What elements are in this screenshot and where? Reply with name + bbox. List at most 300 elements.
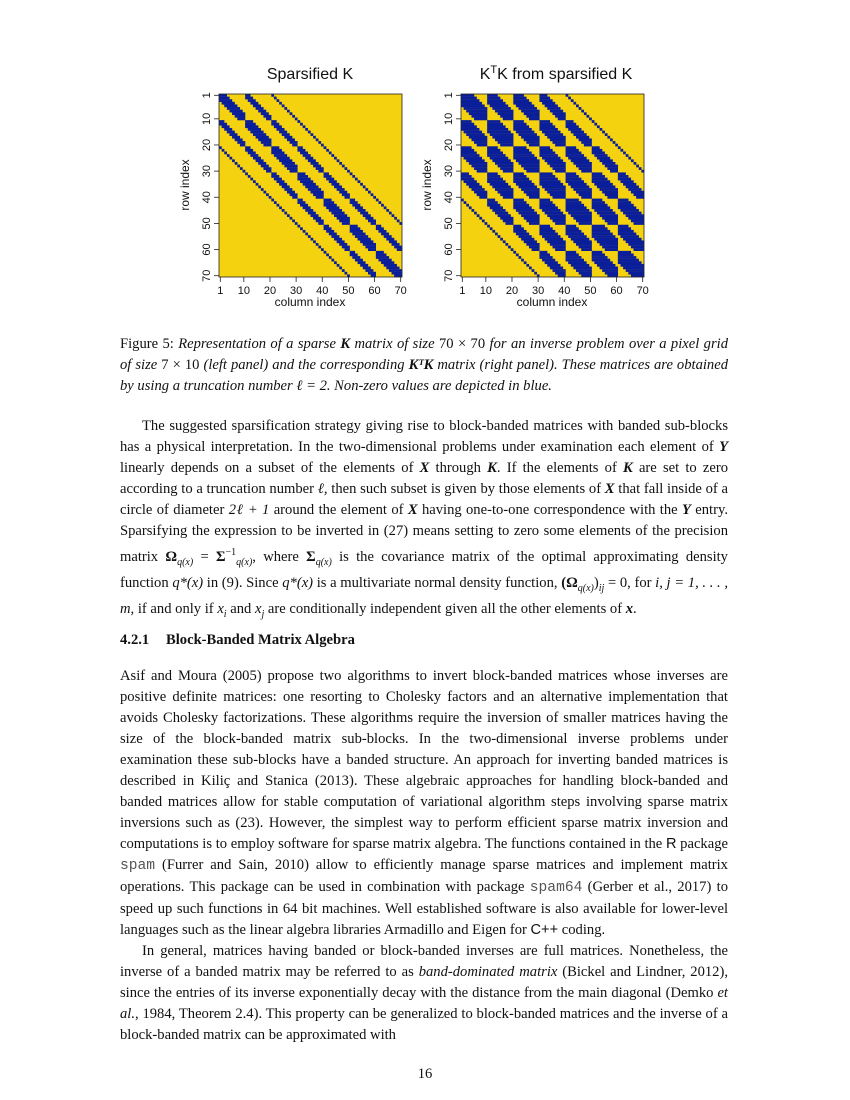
heatmap-cell-run [597, 157, 610, 160]
heatmap-cell-run [508, 246, 511, 249]
heatmap-cell-run [547, 264, 560, 267]
y-tick-label: 50 [443, 217, 455, 230]
heatmap-cell-run [529, 246, 540, 249]
heatmap-cell-run [232, 112, 245, 115]
p1-omega: Ω [165, 548, 178, 565]
heatmap-cell-run [539, 206, 557, 209]
heatmap-cell-run [256, 159, 264, 162]
heatmap-cell-run [618, 261, 642, 264]
heatmap-cell-run [305, 233, 308, 236]
heatmap-cell-run [240, 144, 245, 147]
heatmap-cell-run [490, 183, 508, 186]
heatmap-cell-run [461, 178, 474, 181]
p1-text-e: are set to zero according to a truncation number [120, 460, 728, 497]
heatmap-cell-run [235, 115, 246, 118]
heatmap-cell-run [539, 120, 550, 123]
heatmap-cell-run [519, 212, 537, 215]
heatmap-cell-run [487, 225, 490, 228]
heatmap-cell-run [490, 157, 508, 160]
heatmap-cell-run [547, 191, 565, 194]
heatmap-cell-run [526, 141, 539, 144]
heatmap-cell-run [605, 193, 618, 196]
heatmap-cell-run [526, 115, 539, 118]
heatmap-cell-run [615, 144, 618, 147]
heatmap-cell-run [466, 133, 484, 136]
left-y-axis-label: row index [178, 159, 192, 211]
heatmap-cell-run [381, 261, 394, 264]
heatmap-cell-run [245, 172, 248, 175]
heatmap-cell-run [495, 233, 498, 236]
heatmap-cell-run [500, 115, 513, 118]
x-tick-label: 70 [394, 285, 407, 297]
p1-text-g: that fall inside of a circle of diameter [120, 481, 728, 518]
heatmap-cell-run [550, 267, 563, 270]
left-x-axis-label: column index [274, 295, 346, 309]
heatmap-cell-run [542, 259, 555, 262]
heatmap-cell-run [237, 141, 245, 144]
heatmap-cell-run [566, 230, 582, 233]
p1-text-m: in (9). Since [206, 574, 279, 591]
heatmap-cell-run [592, 180, 610, 183]
heatmap-cell-run [618, 227, 631, 230]
heatmap-cell-run [566, 209, 590, 212]
heatmap-cell-run [300, 204, 308, 207]
heatmap-cell-run [534, 272, 537, 275]
heatmap-cell-run [539, 180, 560, 183]
heatmap-cell-run [253, 157, 261, 160]
heatmap-cell-run [513, 225, 521, 228]
heatmap-cell-run [461, 94, 474, 97]
heatmap-cell-run [224, 152, 227, 155]
heatmap-cell-run [492, 186, 510, 189]
p1-sigma-sub: q(x) [236, 556, 253, 568]
p2-text-e: coding. [561, 922, 606, 938]
heatmap-cell-run [516, 104, 534, 107]
heatmap-cell-run [579, 138, 592, 141]
heatmap-cell-run [326, 178, 334, 181]
heatmap-cell-run [279, 102, 282, 105]
heatmap-cell-run [492, 230, 495, 233]
left-y-axis [201, 92, 219, 282]
heatmap-cell-run [271, 199, 274, 202]
p1-text-f: , then such subset is given by those elements of [323, 481, 602, 497]
heatmap-cell-run [277, 157, 290, 160]
heatmap-cell-run [516, 183, 534, 186]
heatmap-cell-run [466, 110, 487, 113]
p1-var-x-3: X [407, 502, 418, 518]
heatmap-cell-run [461, 175, 472, 178]
left-panel [178, 66, 407, 309]
heatmap-cell-run [300, 152, 308, 155]
heatmap-cell-run [487, 131, 511, 134]
y-tick-label: 70 [443, 269, 455, 282]
heatmap-cell-run [526, 243, 539, 246]
heatmap-cell-run [461, 123, 474, 126]
heatmap-cell-run [547, 240, 565, 243]
heatmap-cell-run [547, 214, 565, 217]
x-tick-label: 50 [342, 285, 355, 297]
heatmap-cell-run [258, 162, 266, 165]
heatmap-cell-run [579, 272, 592, 275]
heatmap-cell-run [521, 165, 539, 168]
heatmap-cell-run [355, 178, 358, 181]
heatmap-cell-run [607, 167, 618, 170]
heatmap-cell-run [292, 115, 295, 118]
heatmap-cell-run [620, 235, 638, 238]
heatmap-cell-run [500, 217, 513, 220]
x-tick-label: 1 [459, 285, 466, 297]
heatmap-cell-run [358, 238, 371, 241]
heatmap-cell-run [271, 149, 282, 152]
heatmap-cell-run [392, 214, 395, 217]
heatmap-cell-run [308, 212, 316, 215]
heatmap-cell-run [303, 125, 306, 128]
p1-range: i, j = 1, . . . , m, [120, 574, 728, 617]
right-y-axis [443, 92, 461, 282]
heatmap-cell-run [600, 188, 618, 191]
heatmap-cell-run [334, 214, 347, 217]
right-y-axis-label: row index [420, 159, 434, 211]
heatmap-cell-run [618, 204, 634, 207]
p3-etal: et al. [120, 985, 728, 1022]
heatmap-cell-run [623, 183, 636, 186]
heatmap-cell-run [513, 99, 529, 102]
heatmap-cell-run [513, 227, 524, 230]
heatmap-cell-run [521, 136, 539, 139]
heatmap-cell-run [579, 167, 592, 170]
heatmap-cell-run [566, 146, 577, 149]
heatmap-cell-run [324, 225, 329, 228]
heatmap-cell-run [303, 154, 311, 157]
heatmap-cell-run [490, 227, 493, 230]
heatmap-cell-run [566, 149, 579, 152]
heatmap-cell-run [469, 186, 482, 189]
heatmap-cell-run [397, 219, 400, 222]
heatmap-cell-run [550, 193, 566, 196]
heatmap-cell-run [464, 107, 488, 110]
heatmap-cell-run [324, 204, 337, 207]
heatmap-cell-run [495, 110, 513, 113]
heatmap-cell-run [274, 154, 287, 157]
heatmap-cell-run [279, 206, 282, 209]
heatmap-cell-run [287, 110, 290, 113]
heatmap-cell-run [529, 144, 540, 147]
heatmap-cell-run [313, 165, 321, 168]
heatmap-cell-run [524, 112, 540, 115]
heatmap-cell-run [592, 206, 610, 209]
heatmap-cell-run [331, 212, 344, 215]
y-tick-label: 1 [443, 92, 455, 99]
heatmap-cell-run [461, 149, 474, 152]
heatmap-cell-run [631, 219, 644, 222]
heatmap-cell-run [284, 165, 297, 168]
heatmap-cell-run [360, 212, 368, 215]
heatmap-cell-run [329, 180, 337, 183]
heatmap-cell-run [566, 175, 579, 178]
heatmap-cell-run [618, 146, 621, 149]
heatmap-cell-run [594, 154, 607, 157]
heatmap-cell-run [271, 94, 274, 97]
heatmap-cell-run [274, 178, 282, 181]
heatmap-cell-run [498, 141, 514, 144]
x-tick-label: 1 [217, 285, 224, 297]
y-tick-label: 60 [443, 243, 455, 256]
right-title-sup: T [490, 64, 498, 76]
heatmap-cell-run [381, 233, 389, 236]
heatmap-cell-run [592, 251, 603, 254]
p2-r: R [665, 836, 677, 852]
heatmap-cell-run [542, 235, 560, 238]
x-tick-label: 20 [505, 285, 519, 297]
right-title-rest: K from sparsified K [497, 66, 633, 83]
heatmap-cell-run [529, 196, 540, 199]
caption-text-2: matrix of size [354, 336, 435, 352]
heatmap-cell-run [500, 193, 513, 196]
heatmap-cell-run [521, 188, 539, 191]
heatmap-cell-run [605, 165, 618, 168]
heatmap-cell-run [477, 170, 488, 173]
heatmap-cell-run [545, 133, 563, 136]
heatmap-cell-run [245, 97, 253, 100]
heatmap-cell-run [313, 240, 316, 243]
heatmap-cell-run [513, 146, 526, 149]
heatmap-cell-run [376, 251, 384, 254]
heatmap-cell-run [623, 212, 641, 215]
x-tick-label: 30 [289, 285, 303, 297]
heatmap-cell-run [542, 186, 566, 189]
heatmap-cell-run [479, 217, 482, 220]
p2-cpp: C++ [530, 922, 559, 938]
heatmap-cell-run [350, 251, 355, 254]
p1-xj-sub: j [261, 608, 265, 620]
heatmap-cell-run [579, 193, 592, 196]
heatmap-cell-run [287, 138, 295, 141]
heatmap-cell-run [547, 107, 560, 110]
p1-xi-sub: i [223, 608, 227, 620]
heatmap-cell-run [539, 123, 552, 126]
heatmap-cell-run [513, 175, 526, 178]
heatmap-cell-run [568, 235, 586, 238]
heatmap-cell-run [229, 157, 232, 160]
heatmap-cell-run [568, 183, 586, 186]
heatmap-cell-run [482, 219, 485, 222]
caption-grid: 7 × 10 [161, 357, 200, 373]
heatmap-cell-run [605, 272, 618, 275]
heatmap-cell-run [613, 141, 616, 144]
heatmap-cell-run [274, 97, 277, 100]
heatmap-cell-run [605, 248, 618, 251]
heatmap-cell-run [474, 118, 487, 121]
heatmap-cell-run [545, 261, 558, 264]
heatmap-cell-run [331, 259, 334, 262]
heatmap-cell-run [235, 138, 243, 141]
heatmap-cell-run [313, 136, 316, 139]
heatmap-cell-run [487, 149, 500, 152]
heatmap-cell-run [566, 225, 577, 228]
heatmap-cell-run [553, 141, 566, 144]
p2-text-d: (Gerber et al., 2017) to speed up such functions in 64 bit machines. Well established software is also available for lower-level languages such as the linear algebra libraries Armadillo and Eigen for [120, 879, 728, 938]
heatmap-cell-run [555, 144, 566, 147]
p1-text-r: are conditionally independent given all the other elements of [267, 600, 623, 617]
heatmap-cell-run [297, 199, 302, 202]
heatmap-cell-run [292, 219, 295, 222]
heatmap-cell-run [326, 149, 329, 152]
heatmap-cell-run [324, 201, 335, 204]
y-tick-label: 10 [201, 112, 213, 125]
heatmap-cell-run [581, 110, 584, 113]
heatmap-cell-run [626, 214, 644, 217]
heatmap-cell-run [492, 209, 505, 212]
heatmap-cell-run [477, 214, 480, 217]
heatmap-cell-run [602, 217, 618, 220]
heatmap-cell-run [626, 154, 629, 157]
heatmap-cell-run [550, 165, 566, 168]
heatmap-cell-run [376, 227, 384, 230]
heatmap-cell-run [222, 125, 230, 128]
heatmap-cell-run [487, 152, 503, 155]
heatmap-cell-run [474, 212, 477, 215]
heatmap-cell-run [626, 240, 644, 243]
p3-text-c: , 1984, Theorem 2.4). This property can be generalized to block-banded matrices and the inverse of a block-banded matrix can be approximated with [120, 1006, 728, 1043]
heatmap-cell-run [553, 219, 566, 222]
heatmap-cell-run [631, 191, 644, 194]
heatmap-cell-run [386, 267, 399, 270]
heatmap-cell-run [277, 99, 280, 102]
heatmap-cell-run [566, 201, 582, 204]
heatmap-cell-run [529, 118, 540, 121]
heatmap-cell-run [321, 248, 324, 251]
heatmap-cell-run [539, 201, 552, 204]
heatmap-cell-run [524, 217, 540, 220]
heatmap-cell-run [519, 133, 537, 136]
heatmap-cell-run [339, 162, 342, 165]
heatmap-cell-run [263, 115, 271, 118]
caption-text-3: for an inverse problem over a pixel grid of size [120, 336, 728, 373]
heatmap-cell-run [628, 217, 644, 220]
y-tick-label: 30 [443, 164, 455, 178]
p1-text-p: if and only if [137, 600, 214, 617]
p3-text-a: In general, matrices having banded or block-banded inverses are full matrices. Nonetheless, the inverse of a banded matrix may be referred to as [120, 943, 728, 980]
heatmap-cell-run [297, 149, 305, 152]
heatmap-cell-run [282, 104, 285, 107]
heatmap-cell-run [363, 214, 371, 217]
heatmap-cell-run [516, 233, 529, 236]
heatmap-cell-run [461, 99, 479, 102]
heatmap-cell-run [376, 225, 381, 228]
heatmap-cell-run [618, 256, 636, 259]
heatmap-cell-run [290, 141, 298, 144]
heatmap-cell-run [634, 162, 637, 165]
p1-diameter: 2ℓ + 1 [228, 502, 270, 518]
heatmap-cell-run [513, 128, 531, 131]
heatmap-cell-run [576, 136, 589, 139]
heatmap-cell-run [513, 152, 531, 155]
heatmap-cell-run [498, 112, 514, 115]
heatmap-cell-run [553, 167, 566, 170]
heatmap-cell-run [224, 104, 237, 107]
heatmap-cell-run [568, 212, 592, 215]
heatmap-cell-run [487, 180, 505, 183]
heatmap-cell-run [355, 259, 363, 262]
caption-k: K [340, 336, 351, 352]
y-tick-label: 20 [443, 138, 455, 152]
heatmap-cell-run [526, 193, 539, 196]
heatmap-cell-run [576, 191, 592, 194]
heatmap-cell-run [248, 128, 261, 131]
heatmap-cell-run [358, 261, 366, 264]
heatmap-cell-run [297, 178, 310, 181]
heatmap-cell-run [324, 146, 327, 149]
heatmap-cell-run [539, 253, 550, 256]
heatmap-cell-run [579, 222, 592, 225]
heatmap-cell-run [539, 146, 550, 149]
heatmap-cell-run [371, 222, 376, 225]
heatmap-cell-run [461, 154, 479, 157]
heatmap-cell-run [566, 152, 582, 155]
heatmap-cell-run [222, 102, 235, 105]
heatmap-cell-run [308, 159, 316, 162]
heatmap-cell-run [628, 243, 644, 246]
heatmap-cell-run [237, 165, 240, 168]
heatmap-cell-run [566, 125, 579, 128]
heatmap-cell-run [342, 269, 345, 272]
p1-text-i: having one-to-one correspondence with the [421, 502, 678, 518]
heatmap-cell-run [618, 233, 636, 236]
p1-sigma: Σ [215, 548, 226, 565]
heatmap-cell-run [547, 162, 565, 165]
heatmap-cell-run [263, 167, 271, 170]
heatmap-cell-run [250, 178, 253, 181]
heatmap-cell-run [618, 230, 634, 233]
heatmap-cell-run [334, 157, 337, 160]
heatmap-cell-run [571, 131, 584, 134]
heatmap-cell-run [471, 165, 487, 168]
heatmap-cell-run [555, 170, 566, 173]
heatmap-cell-run [600, 159, 613, 162]
p1-text-h: around the element of [273, 502, 404, 518]
heatmap-cell-run [358, 180, 361, 183]
heatmap-cell-run [329, 152, 332, 155]
heatmap-cell-run [248, 175, 251, 178]
heatmap-cell-run [571, 159, 589, 162]
heatmap-cell-run [469, 112, 487, 115]
heatmap-cell-run [524, 138, 540, 141]
heatmap-cell-run [576, 269, 592, 272]
heatmap-cell-run [350, 253, 358, 256]
heatmap-cell-run [300, 180, 313, 183]
heatmap-cell-run [487, 120, 500, 123]
heatmap-cell-run [352, 256, 360, 259]
heatmap-cell-run [586, 115, 589, 118]
heatmap-cell-run [378, 259, 391, 262]
heatmap-cell-run [513, 201, 526, 204]
y-tick-label: 50 [201, 217, 213, 230]
caption-text-6: Non-zero values are depicted in blue. [334, 378, 552, 394]
heatmap-cell-run [568, 97, 571, 100]
heatmap-cell-run [311, 162, 319, 165]
heatmap-cell-run [253, 104, 261, 107]
heatmap-cell-run [271, 172, 276, 175]
heatmap-cell-run [363, 267, 371, 270]
heatmap-cell-run [256, 183, 259, 186]
heatmap-cell-run [464, 131, 482, 134]
heatmap-cell-run [607, 136, 610, 139]
heatmap-cell-run [487, 201, 498, 204]
section-number: 4.2.1 [120, 632, 150, 648]
heatmap-cell-run [631, 159, 634, 162]
heatmap-cell-run [623, 267, 644, 270]
heatmap-cell-run [539, 128, 557, 131]
